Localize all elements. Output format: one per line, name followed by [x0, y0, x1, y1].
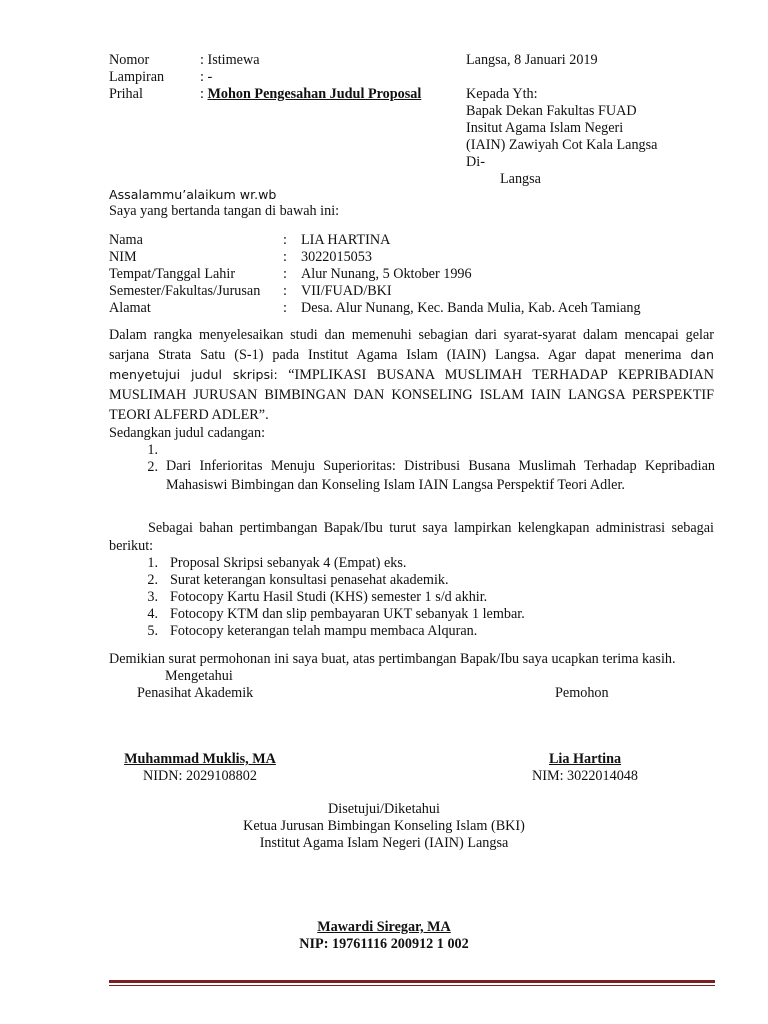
recipient-line: (IAIN) Zawiyah Cot Kala Langsa: [466, 137, 658, 153]
list-number: 1.: [147, 442, 158, 458]
advisor-role: Penasihat Akademik: [137, 685, 254, 701]
prihal-colon: :: [200, 86, 208, 102]
identity-label: NIM: [109, 249, 137, 265]
recipient-line: Bapak Dekan Fakultas FUAD: [466, 103, 637, 119]
thesis-title: “IMPLIKASI BUSANA MUSLIMAH TERHADAP KEPRIBADIAN MUSLIMAH JURUSAN BIMBINGAN DAN KONSELING ISLAM IAIN LANGSA PERSPEKTIF TEORI ALFERD ADLER”: [109, 367, 714, 423]
closing-statement: Demikian surat permohonan ini saya buat, atas pertimbangan Bapak/Ibu saya ucapkan terima kasih.: [109, 651, 676, 667]
list-item: Fotocopy Kartu Hasil Studi (KHS) semester 1 s/d akhir.: [170, 589, 488, 605]
recipient-line: Kepada Yth:: [466, 86, 538, 102]
prihal-line: [200, 86, 421, 103]
advisor-name: Muhammad Muklis, MA: [124, 751, 276, 767]
identity-colon: :: [283, 232, 287, 248]
list-number: 5.: [147, 623, 158, 639]
recipient-line: Di-: [466, 154, 485, 170]
list-item: Fotocopy KTM dan slip pembayaran UKT sebanyak 1 lembar.: [170, 606, 525, 622]
department-head-id: NIP: 19761116 200912 1 002: [299, 936, 469, 952]
recipient-city: Langsa: [500, 171, 541, 187]
list-item: Fotocopy keterangan telah mampu membaca Alquran.: [170, 623, 478, 639]
intro: Saya yang bertanda tangan di bawah ini:: [109, 203, 340, 219]
approval-line: Disetujui/Diketahui: [328, 801, 440, 817]
identity-label: Semester/Fakultas/Jurusan: [109, 283, 261, 299]
identity-colon: :: [283, 300, 287, 316]
identity-label: Alamat: [109, 300, 151, 316]
prihal-value: Mohon Pengesahan Judul Proposal: [207, 86, 422, 102]
identity-value: LIA HARTINA: [301, 232, 391, 248]
applicant-role: Pemohon: [555, 685, 609, 701]
attachment-intro: Sebagai bahan pertimbangan Bapak/Ibu turut saya lampirkan kelengkapan administrasi sebagai berikut:: [109, 520, 714, 554]
identity-label: Tempat/Tanggal Lahir: [109, 266, 236, 282]
prihal-label: Prihal: [109, 86, 143, 102]
request-text-end: .: [265, 407, 269, 423]
identity-value: VII/FUAD/BKI: [301, 283, 392, 299]
department-head-name: Mawardi Siregar, MA: [317, 919, 451, 935]
list-number: 1.: [147, 555, 158, 571]
identity-colon: :: [283, 249, 287, 265]
list-number: 3.: [147, 589, 158, 605]
advisor-id: NIDN: 2029108802: [143, 768, 257, 784]
nomor-label: Nomor: [109, 52, 150, 68]
request-text: Dalam rangka menyelesaikan studi dan memenuhi sebagian dari syarat-syarat dalam mencapai gelar sarjana Strata Satu (S-1) pada Institut Agama Islam (IAIN) Langsa. Agar dapat menerima: [109, 327, 714, 363]
request-paragraph: [109, 325, 714, 425]
list-number: 2.: [147, 572, 158, 588]
identity-colon: :: [283, 283, 287, 299]
applicant-name: Lia Hartina: [548, 751, 622, 767]
footer-rule-thin: [109, 985, 715, 986]
recipient-line: Insitut Agama Islam Negeri: [466, 120, 624, 136]
list-number: 2.: [147, 459, 158, 475]
identity-label: Nama: [109, 232, 143, 248]
greeting: Assalammu’alaikum wr.wb: [109, 187, 277, 202]
list-item: Surat keterangan konsultasi penasehat akademik.: [170, 572, 449, 588]
lampiran-value: : -: [200, 69, 213, 85]
list-item: Proposal Skripsi sebanyak 4 (Empat) eks.: [170, 555, 407, 571]
request-text-lead: dan menyetujui judul skripsi:: [109, 347, 715, 382]
place-date: Langsa, 8 Januari 2019: [466, 52, 598, 68]
alt-title-intro: Sedangkan judul cadangan:: [109, 425, 266, 441]
list-number: 4.: [147, 606, 158, 622]
list-item: Dari Inferioritas Menuju Superioritas: Distribusi Busana Muslimah Terhadap Kepribadian Mahasiswi Bimbingan dan Konseling Islam IAIN Langsa Perspektif Teori Adler.: [166, 458, 715, 493]
identity-value: Desa. Alur Nunang, Kec. Banda Mulia, Kab. Aceh Tamiang: [301, 300, 641, 316]
identity-colon: :: [283, 266, 287, 282]
mengetahui-label: Mengetahui: [165, 668, 233, 684]
footer-rule-thick: [109, 980, 715, 983]
applicant-id: NIM: 3022014048: [531, 768, 638, 784]
approval-line: Institut Agama Islam Negeri (IAIN) Langsa: [259, 835, 509, 851]
identity-value: Alur Nunang, 5 Oktober 1996: [301, 266, 472, 282]
approval-line: Ketua Jurusan Bimbingan Konseling Islam (BKI): [243, 818, 525, 834]
nomor-value: : Istimewa: [200, 52, 260, 68]
lampiran-label: Lampiran: [109, 69, 165, 85]
identity-value: 3022015053: [301, 249, 372, 265]
